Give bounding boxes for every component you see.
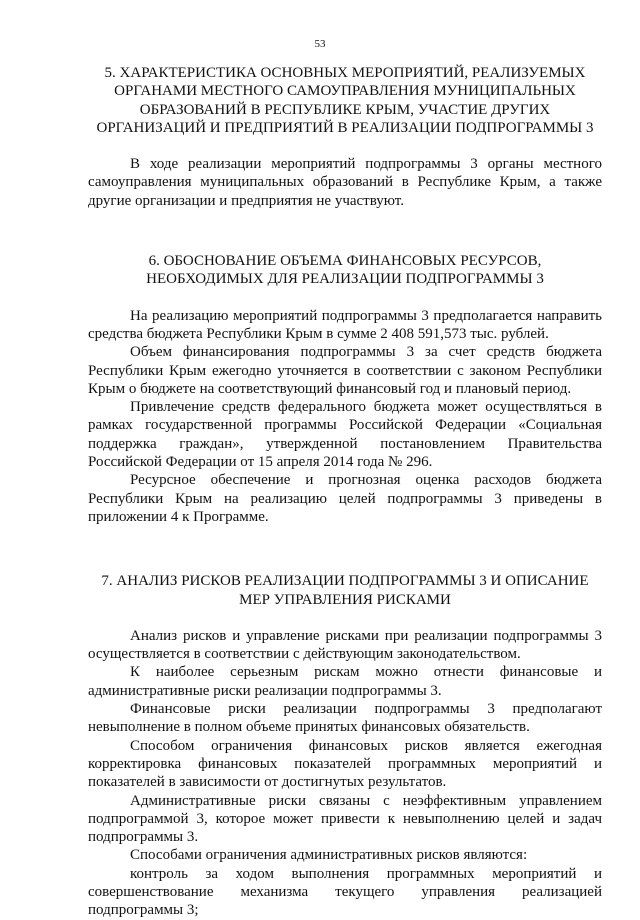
section-6-paragraph-3: Привлечение средств федерального бюджета может осуществляться в рамках государственной программы Российской Федерации «Социальная поддержка граждан», утвержденной постановлением Правительства Российской Федерации от 15 апреля 2014 года № 296. [88,399,602,471]
section-6-paragraph-1: На реализацию мероприятий подпрограммы 3 предполагается направить средства бюджета Республики Крым в сумме 2 408 591,573 тыс. рублей. [88,307,602,342]
page-number: 53 [314,38,326,50]
section-6-paragraph-4: Ресурсное обеспечение и прогнозная оценка расходов бюджета Республики Крым на реализацию целей подпрограммы 3 приведены в приложении 4 к Программе. [88,472,602,525]
section-5-heading: 5. ХАРАКТЕРИСТИКА ОСНОВНЫХ МЕРОПРИЯТИЙ, РЕАЛИЗУЕМЫХ ОРГАНАМИ МЕСТНОГО САМОУПРАВЛЕНИЯ МУНИЦИПАЛЬНЫХ ОБРАЗОВАНИЙ В РЕСПУБЛИКЕ КРЫМ, УЧАСТИЕ ДРУГИХ ОРГАНИЗАЦИЙ И ПРЕДПРИЯТИЙ В РЕАЛИЗАЦИИ ПОДПРОГРАММЫ 3 [96,65,594,136]
section-7-paragraph-3: Финансовые риски реализации подпрограммы 3 предполагают невыполнение в полном объеме принятых финансовых обязательств. [88,701,602,736]
section-7-paragraph-6: Способами ограничения административных рисков являются: [130,847,528,864]
section-7-paragraph-7: контроль за ходом выполнения программных мероприятий и совершенствование механизма текущего управления реализацией подпрограммы 3; [88,865,602,919]
section-7-paragraph-2: К наиболее серьезным рискам можно отнести финансовые и административные риски реализации подпрограммы 3. [88,664,602,699]
page-content [88,64,602,920]
section-7-heading: 7. АНАЛИЗ РИСКОВ РЕАЛИЗАЦИИ ПОДПРОГРАММЫ 3 И ОПИСАНИЕ МЕР УПРАВЛЕНИЯ РИСКАМИ [101,573,589,608]
section-7-paragraph-4: Способом ограничения финансовых рисков является ежегодная корректировка финансовых показателей программных мероприятий и показателей в зависимости от достигнутых результатов. [88,737,602,791]
section-6-heading: 6. ОБОСНОВАНИЕ ОБЪЕМА ФИНАНСОВЫХ РЕСУРСОВ, НЕОБХОДИМЫХ ДЛЯ РЕАЛИЗАЦИИ ПОДПРОГРАММЫ 3 [146,253,544,288]
section-7-paragraph-5: Административные риски связаны с неэффективным управлением подпрограммой 3, которое может привести к невыполнению целей и задач подпрограммы 3. [88,792,602,846]
section-7-paragraph-1: Анализ рисков и управление рисками при реализации подпрограммы 3 осуществляется в соответствии с действующим законодательством. [88,627,602,663]
section-6-paragraph-2: Объем финансирования подпрограммы 3 за счет средств бюджета Республики Крым ежегодно уточняется в соответствии с законом Республики Крым о бюджете на соответствующий финансовый год и плановый период. [88,344,602,397]
section-5-paragraph-1: В ходе реализации мероприятий подпрограммы 3 органы местного самоуправления муниципальных образований в Республике Крым, а также другие организации и предприятия не участвуют. [88,156,602,209]
